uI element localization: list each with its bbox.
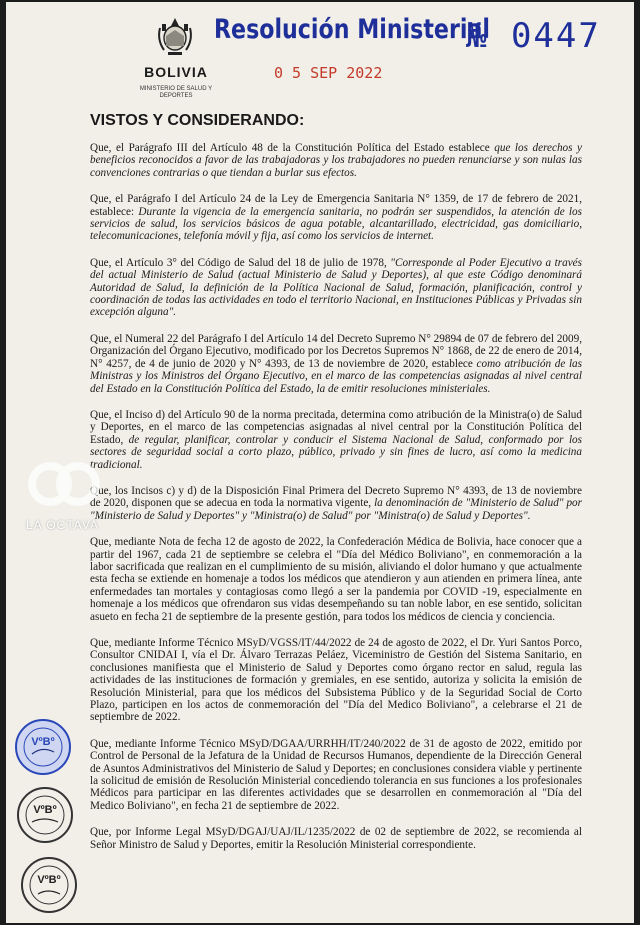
paragraph: Que, el Parágrafo I del Artículo 24 de la Ley de Emergencia Sanitaria N° 1359, de 17 de febrero de 2021, establece: Durante la vigencia de la emergencia sanitaria, no podrán ser suspendidos, la atención de los servicios de salud, los servicios básicos de agua potable, alcantarillado, electricidad, gas domiciliario, telecomunicaciones, telefonía móvil y fija, así como los servicios de internet. (90, 193, 582, 243)
official-stamp: VºBº (16, 786, 74, 844)
official-stamp: VºBº (20, 856, 78, 914)
paragraph: Que, los Incisos c) y d) de la Disposición Final Primera del Decreto Supremo N° 4393, de 13 de noviembre de 2020, disponen que se adecua en toda la normativa vigente, la denominación de "Ministerio de Salud" por "Ministerio de Salud y Deportes" y "Ministra(o) de Salud" por "Ministra(o) de Salud y Deportes". (90, 484, 582, 522)
document-body (90, 142, 582, 865)
ministry-name: MINISTERIO DE SALUD Y DEPORTES (139, 86, 213, 99)
paragraph: Que, el Artículo 3° del Código de Salud del 18 de julio de 1978, "Corresponde al Poder Ejecutivo a través del actual Ministerio de Salud (actual Ministerio de Salud y Deportes), al que este Código denominará Autoridad de Salud, la definición de la Política Nacional de Salud, formación, planificación, control y coordinación de todas las actividades en todo el territorio Nacional, en Instituciones Públicas y Privadas sin excepción alguna". (90, 256, 582, 319)
official-stamp: VºBº (14, 718, 72, 776)
resolution-date-stamp: 0 5 SEP 2022 (274, 64, 383, 82)
paragraph: Que, el Inciso d) del Artículo 90 de la norma precitada, determina como atribución de la Ministra(o) de Salud y Deportes, en el marco de las competencias asignadas al nivel central por la Constitución Política del Estado, de regular, planificar, controlar y conducir el Sistema Nacional de Salud, conformado por los sectores de seguridad social a corto plazo, público, privado y sin fines de lucro, así como la medicina tradicional. (90, 408, 582, 471)
watermark-text: LA OCTAVA (26, 518, 100, 532)
bolivia-coat-of-arms-icon (154, 14, 196, 58)
paragraph: Que, mediante Nota de fecha 12 de agosto de 2022, la Confederación Médica de Bolivia, hace conocer que a partir del 1967, cada 21 de septiembre se celebra el "Día del Médico Boliviano", en conmemoración a la labor sacrificada que realizan en el cumplimiento de su misión, aliviando el dolor humano y que actualmente esta fecha se extiende en homenaje a todos los médicos que atendieron y aun atienden en primera línea, ante enfermedades tan mortales y contagiosas como llegó a ser la pandemia por COVID -19, especialmente en homenaje a los médicos que ofrendaron sus vidas desempeñando su tan noble labor, en ese sentido, solicitan asueto en fecha 21 de septiembre de la presente gestión, para todos los médicos de ciencia y conciencia. (90, 536, 582, 623)
paragraph: Que, el Numeral 22 del Parágrafo I del Artículo 14 del Decreto Supremo N° 29894 de 07 de febrero del 2009, Organización del Órgano Ejecutivo, modificado por los Decretos Supremos N° 1868, de 22 de enero de 2014, N° 4257, de 4 de junio de 2020 y N° 4393, de 13 de noviembre de 2020, establece como atribución de las Ministras y los Ministros del Órgano Ejecutivo, en el marco de las competencias asignadas al nivel central del Estado en la Constitución Política del Estado, la de emitir resoluciones ministeriales. (90, 332, 583, 395)
resolution-number: № 0447 (466, 16, 601, 56)
document-page (6, 2, 634, 923)
paragraph: Que, mediante Informe Técnico MSyD/DGAA/URRHH/IT/240/2022 de 31 de agosto de 2022, emitido por Control de Personal de la Jefatura de la Unidad de Recursos Humanos, dependiente de la Dirección General de Asuntos Administrativos del Ministerio de Salud y Deportes; en conclusiones considera viable y pertinente la solicitud de emisión de Resolución Ministerial concediendo tolerancia en sus funciones a los profesionales Médicos para participar en las diferentes actividades que se desarrollen en conmemoración al "Día del Medico Boliviano", en fecha 21 de septiembre de 2022. (90, 737, 582, 812)
paragraph: Que, por Informe Legal MSyD/DGAJ/UAJ/IL/1235/2022 de 02 de septiembre de 2022, se recomienda al Señor Ministro de Salud y Deportes, emitir la Resolución Ministerial correspondiente. (90, 826, 582, 851)
paragraph: Que, el Parágrafo III del Artículo 48 de la Constitución Política del Estado establece que los derechos y beneficios reconocidos a favor de las trabajadoras y los trabajadores no pueden renunciarse y son nulas las convenciones contrarias o que tiendan a burlar sus efectos. (90, 142, 582, 179)
country-name: BOLIVIA (144, 64, 208, 80)
section-heading: VISTOS Y CONSIDERANDO: (90, 112, 305, 129)
paragraph: Que, mediante Informe Técnico MSyD/VGSS/IT/44/2022 de 24 de agosto de 2022, el Dr. Yuri Santos Porco, Consultor CNIDAI I, vía el Dr. Álvaro Terrazas Peláez, Viceministro de Gestión del Sistema Sanitario, en conclusiones manifiesta que el Ministerio de Salud y Deportes como órgano rector en salud, regula las actividades de las instituciones de formación y gremiales, en ese sentido, autoriza y solicita la emisión de Resolución Ministerial, para que los médicos del Subsistema Público y de la Seguridad Social de Corto Plazo, participen en los actos de conmemoración del "Día del Medico Boliviano", a celebrarse el 21 de septiembre de 2022. (90, 637, 582, 724)
document-title: Resolución Ministerial (214, 14, 490, 45)
